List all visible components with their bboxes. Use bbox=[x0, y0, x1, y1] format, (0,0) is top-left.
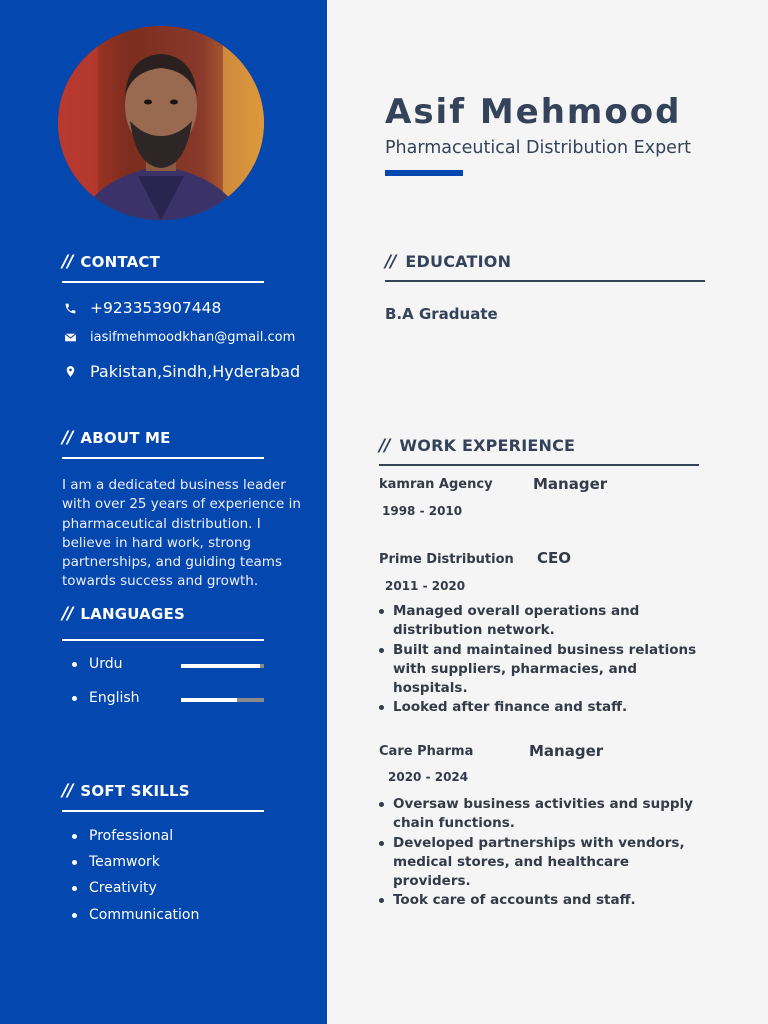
education-heading: EDUCATION bbox=[405, 252, 512, 271]
job-responsibilities bbox=[379, 602, 709, 718]
list-item: Developed partnerships with vendors, medical stores, and healthcare providers. bbox=[379, 834, 709, 892]
skill-item bbox=[72, 828, 173, 844]
list-item: Managed overall operations and distribution network. bbox=[379, 602, 709, 641]
job-company: Prime Distribution bbox=[379, 552, 514, 567]
list-item: Took care of accounts and staff. bbox=[379, 891, 709, 910]
education-section-header bbox=[385, 252, 511, 272]
experience-heading: WORK EXPERIENCE bbox=[399, 436, 576, 455]
phone-icon bbox=[62, 300, 78, 316]
skill-name: Professional bbox=[89, 828, 174, 844]
contact-heading: CONTACT bbox=[80, 253, 161, 271]
title-accent-bar bbox=[385, 170, 463, 176]
job-company: kamran Agency bbox=[379, 477, 493, 492]
language-level-fill bbox=[181, 698, 237, 702]
location-pin-icon bbox=[62, 364, 78, 380]
section-slashes: // bbox=[62, 428, 73, 448]
education-degree: B.A Graduate bbox=[385, 305, 498, 323]
section-slashes: // bbox=[379, 436, 390, 456]
job-position: CEO bbox=[537, 549, 572, 567]
section-slashes: // bbox=[62, 781, 73, 801]
bullet-icon bbox=[72, 696, 77, 701]
profile-photo bbox=[58, 26, 264, 220]
language-level-fill bbox=[181, 664, 260, 668]
skill-item bbox=[72, 880, 157, 896]
job-responsibilities bbox=[379, 795, 709, 911]
language-name: English bbox=[89, 690, 140, 706]
skill-name: Teamwork bbox=[89, 854, 160, 870]
language-level-bar bbox=[181, 698, 264, 702]
section-divider bbox=[62, 457, 264, 459]
section-divider bbox=[62, 639, 264, 641]
main-content bbox=[327, 0, 768, 1024]
sidebar bbox=[0, 0, 327, 1024]
job-years: 1998 - 2010 bbox=[382, 504, 463, 518]
section-slashes: // bbox=[62, 252, 73, 272]
about-section-header bbox=[62, 428, 264, 448]
bullet-icon bbox=[72, 860, 77, 865]
list-item: Looked after finance and staff. bbox=[379, 698, 709, 717]
job-position: Manager bbox=[529, 742, 604, 760]
candidate-name: Asif Mehmood bbox=[385, 92, 682, 132]
language-level-bar bbox=[181, 664, 264, 668]
soft-skills-heading: SOFT SKILLS bbox=[80, 782, 190, 800]
contact-email bbox=[62, 329, 295, 345]
contact-phone bbox=[62, 299, 221, 317]
phone-text[interactable]: +923353907448 bbox=[90, 299, 222, 317]
language-item bbox=[72, 690, 140, 706]
bullet-icon bbox=[72, 834, 77, 839]
section-divider bbox=[62, 281, 264, 283]
bullet-icon bbox=[72, 886, 77, 891]
bullet-icon bbox=[72, 662, 77, 667]
list-item: Oversaw business activities and supply chain functions. bbox=[379, 795, 709, 834]
experience-section-header bbox=[379, 436, 575, 456]
skill-item bbox=[72, 907, 199, 923]
section-divider bbox=[379, 464, 699, 466]
location-text: Pakistan,Sindh,Hyderabad bbox=[90, 362, 301, 381]
section-divider bbox=[385, 280, 705, 282]
job-position: Manager bbox=[533, 475, 608, 493]
section-slashes: // bbox=[385, 252, 396, 272]
skill-item bbox=[72, 854, 160, 870]
contact-section-header bbox=[62, 252, 264, 272]
about-text: I am a dedicated business leader with over 25 years of experience in pharmaceutical distribution. I believe in hard work, strong partnerships, and guiding teams towards success and growth. bbox=[62, 477, 301, 590]
email-text[interactable]: iasifmehmoodkhan@gmail.com bbox=[90, 329, 296, 345]
about-heading: ABOUT ME bbox=[80, 429, 171, 447]
list-item: Built and maintained business relations with suppliers, pharmacies, and hospitals. bbox=[379, 641, 709, 699]
bullet-icon bbox=[72, 913, 77, 918]
languages-section-header bbox=[62, 604, 264, 624]
skill-name: Creativity bbox=[89, 880, 157, 896]
job-years: 2020 - 2024 bbox=[388, 770, 469, 784]
section-slashes: // bbox=[62, 604, 73, 624]
soft-skills-section-header bbox=[62, 781, 264, 801]
languages-heading: LANGUAGES bbox=[80, 605, 185, 623]
contact-location bbox=[62, 362, 300, 381]
candidate-title: Pharmaceutical Distribution Expert bbox=[385, 138, 692, 158]
job-years: 2011 - 2020 bbox=[385, 579, 466, 593]
skill-name: Communication bbox=[89, 907, 200, 923]
section-divider bbox=[62, 810, 264, 812]
job-company: Care Pharma bbox=[379, 744, 474, 759]
mail-icon bbox=[62, 329, 78, 345]
language-name: Urdu bbox=[89, 656, 123, 672]
language-item bbox=[72, 656, 123, 672]
